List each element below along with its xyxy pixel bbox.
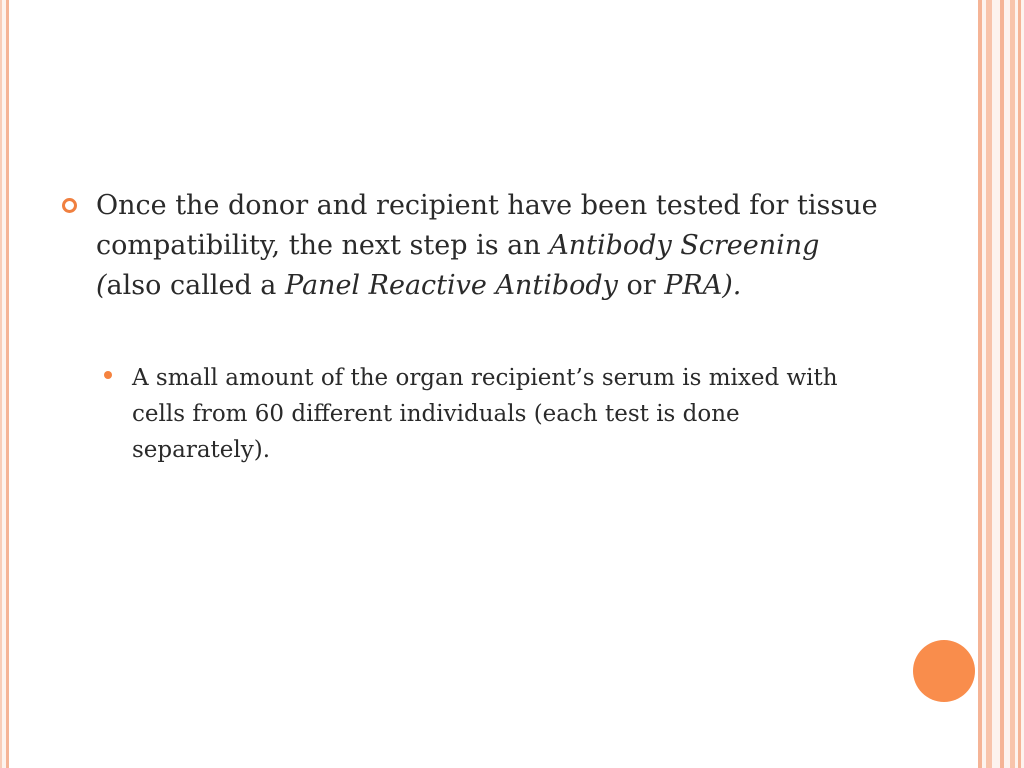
bullet-item-level2	[104, 360, 884, 468]
text-segment: or	[617, 270, 665, 301]
text-segment-italic: Antibody Screening (	[96, 230, 820, 301]
decorative-circle	[913, 640, 975, 702]
text-segment: Once the donor and recipient have been tested for tissue compatibility, the next step is an	[96, 190, 878, 261]
right-border-stripe	[1000, 0, 1004, 768]
ring-bullet-icon	[62, 198, 77, 213]
right-border-stripe	[1010, 0, 1015, 768]
right-border-stripe	[978, 0, 982, 768]
right-border-stripe	[1018, 0, 1021, 768]
left-border-stripe	[0, 0, 2, 768]
bullet-text	[96, 186, 892, 306]
text-segment: also called a	[106, 270, 285, 301]
bullet-item-level1	[62, 186, 892, 306]
bullet-text: A small amount of the organ recipient’s serum is mixed with cells from 60 different individuals (each test is done separately).	[132, 365, 838, 463]
dot-bullet-icon	[104, 371, 112, 379]
text-segment-italic: Panel Reactive Antibody	[285, 270, 618, 301]
text-segment-italic: PRA).	[664, 270, 742, 301]
right-border-stripe	[986, 0, 992, 768]
